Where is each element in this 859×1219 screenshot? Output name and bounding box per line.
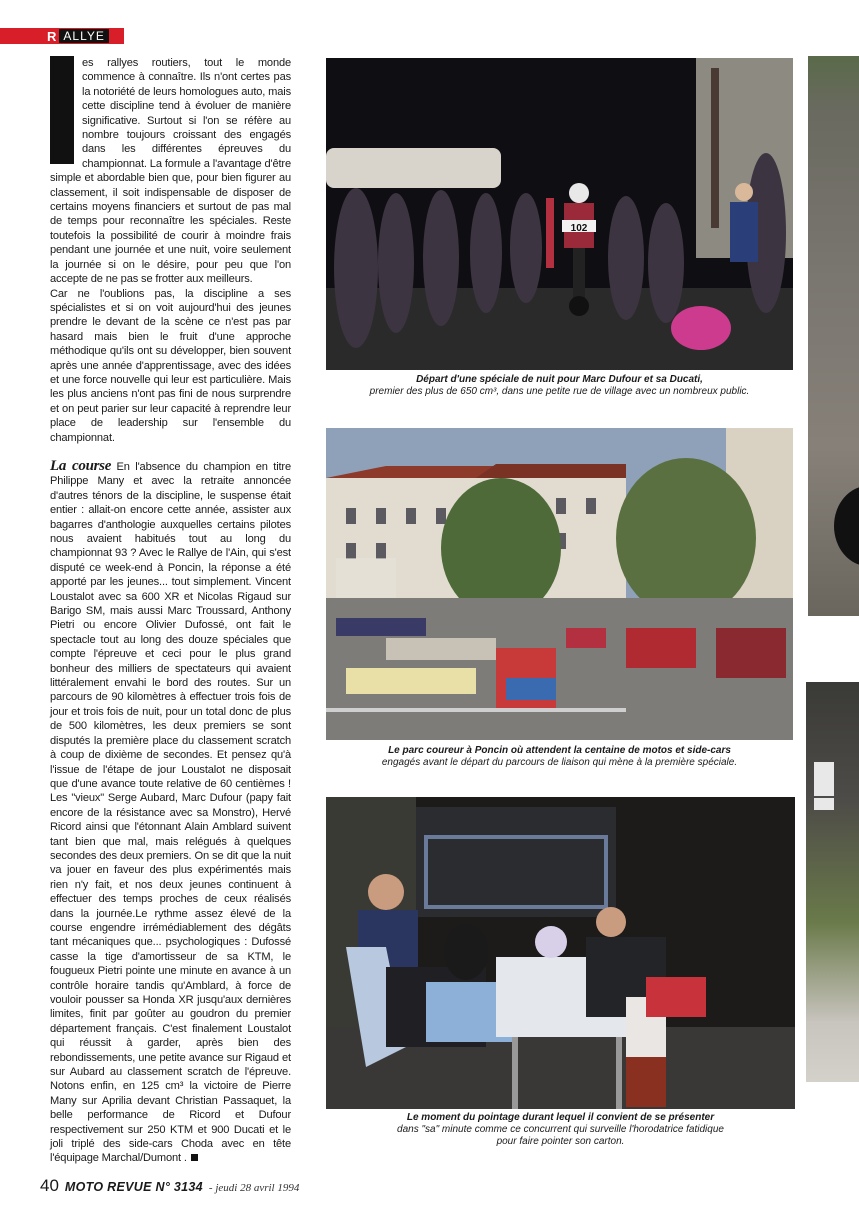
bike-number-plate: 102 <box>570 223 588 234</box>
section-tag <box>0 28 124 44</box>
issue-date: - jeudi 28 avril 1994 <box>208 1182 300 1194</box>
section-title: ALLYE <box>59 29 108 43</box>
lead-in: La course <box>50 457 112 474</box>
article-paragraph-2: Car ne l'oublions pas, la discipline a ses spécialistes et si on voit aujourd'hui des jeunes prendre le devant de la scène ce n'est pas par hasard mais bien le fruit d'une approche méthodique qu'ils ont su développer, bien souvent après une année d'apprentissage, avec des idées et une force nouvelle qui leur est particulière. Mais les plus anciens n'ont pas fini de nous surprendre et on peut parier sur leur capacité à reprendre leur place de leadership sur l'ensemble du championnat. <box>50 287 291 444</box>
caption-2-text: engagés avant le départ du parcours de liaison qui mène à la première spéciale. <box>381 757 738 768</box>
photo-caption-2 <box>326 745 793 769</box>
article-paragraph-3: La course En l'absence du champion en titre Philippe Many et avec la retraite annoncée d'autres ténors de la discipline, le suspense était entier : allait-on encore cette année, assister aux bagarres d'anthologie auxquelles certains pilotes nous avaient habitués tout au long du championnat 93 ? Avec le Rallye de l'Ain, qui s'est disputé ce week-end à Poncin, la réponse a été apporté par les jeunes... tout simplement. Vincent Loustalot avec sa 600 XR et Nicolas Rigaud sur Barigo SM, mais aussi Marc Troussard, Anthony Pietri ou encore Olivier Dufossé, ont fait le spectacle tout au long des douze spéciales que compte l'épreuve et ceci pour le plus grand bonheur des milliers de spectateurs qui avaient littéralement envahi le bord des routes. Sur un parcours de 90 kilomètres à effectuer trois fois de jour et trois fois de nuit, pour un total donc de plus de 500 kilomètres, les deux premiers se sont disputés la première place du classement scratch à coup de dixième de secondes. Et pensez qu'à l'issue de l'étape de jour Loustalot ne disposait que d'une avance toute relative de 60 centièmes ! Les "vieux" Serge Aubard, Marc Dufour (papy fait encore de la résistance avec sa Monstro), Hervé Ricord ainsi que l'étonnant Alain Amblard suivent tant bien que mal, mais relégués à quelques secondes des deux premiers. On se dit que la nuit va jouer en faveur des plus expérimentés mais rien n'y fait, et nos deux jeunes continuent à effectuer des temps proches de ceux réalisés dans la journée.Le rythme assez élevé de la course engendre irrémédiablement des dégâts tant mécaniques que... psychologiques : Dufossé casse la tige d'amortisseur de sa KTM, le fougueux Pietri pointe une minute en avance à un contrôle horaire tandis qu'Amblard, à force de vouloir pousser sa Honda XR jusqu'aux dernières limites, finit par goûter au goudron du premier département français. C'est finalement Loustalot qui réussit à garder, après bien des rebondissements, une petite avance sur Rigaud et sur Aubard au classement scratch de l'épreuve. Notons enfin, en 125 cm³ la victoire de Pierre Many sur Aprilia devant Christian Passaquet, la belle performance de Ricord et Dufour respectivement sur 250 KTM et 900 Ducati et le joli triplé des side-cars Choda avec en tête l'équipage Marchal/Dumont . <box>50 457 292 1165</box>
caption-1-title: Départ d'une spéciale de nuit pour Marc Dufour et sa Ducati, <box>416 374 703 385</box>
caption-1-text: premier des plus de 650 cm³, dans une petite rue de village avec un nombreux public. <box>369 386 750 397</box>
magazine-issue: MOTO REVUE N° 3134 <box>64 1180 203 1194</box>
photo-time-control <box>326 797 795 1109</box>
article-paragraph-1: es rallyes routiers, tout le monde commence à connaître. Ils n'ont certes pas la notoriété de leurs homologues auto, mais cette discipline tend à évoluer de manière significative. Surtout si l'on se réfère au nombre toujours croissant des engagés dans les différentes épreuves du championnat. La formule a l'avantage d'être simple et abordable bien que, pour bien figurer au classement, il soit indispensable de disposer de certains moyens financiers et surtout de pas mal de temps pour reconnaître les spéciales. Reste toutefois la possibilité de courir à moindre frais pendant une journée et une nuit, voire seulement la journée si on le désire, pour peu que l'on accepte de ne pas se frotter aux meilleurs. <box>50 57 291 286</box>
section-initial: R <box>47 28 57 44</box>
photo-paddock <box>326 428 793 740</box>
right-edge-photo-bottom <box>806 682 859 1082</box>
photo-caption-1 <box>326 374 793 398</box>
photo-night-start <box>326 58 793 370</box>
caption-3-text-line2: pour faire pointer son carton. <box>496 1136 625 1147</box>
page-number: 40 <box>40 1176 59 1195</box>
right-edge-photo-top <box>808 56 859 616</box>
caption-2-title: Le parc coureur à Poncin où attendent la centaine de motos et side-cars <box>388 745 731 756</box>
caption-3-text-line1: dans "sa" minute comme ce concurrent qui surveille l'horodatrice fatidique <box>397 1124 724 1135</box>
caption-3-title: Le moment du pointage durant lequel il convient de se présenter <box>406 1112 715 1123</box>
page-footer <box>40 1176 299 1196</box>
article-body <box>50 56 291 1166</box>
photo-caption-3 <box>326 1112 795 1148</box>
drop-cap <box>50 56 74 164</box>
end-mark <box>191 1154 198 1161</box>
